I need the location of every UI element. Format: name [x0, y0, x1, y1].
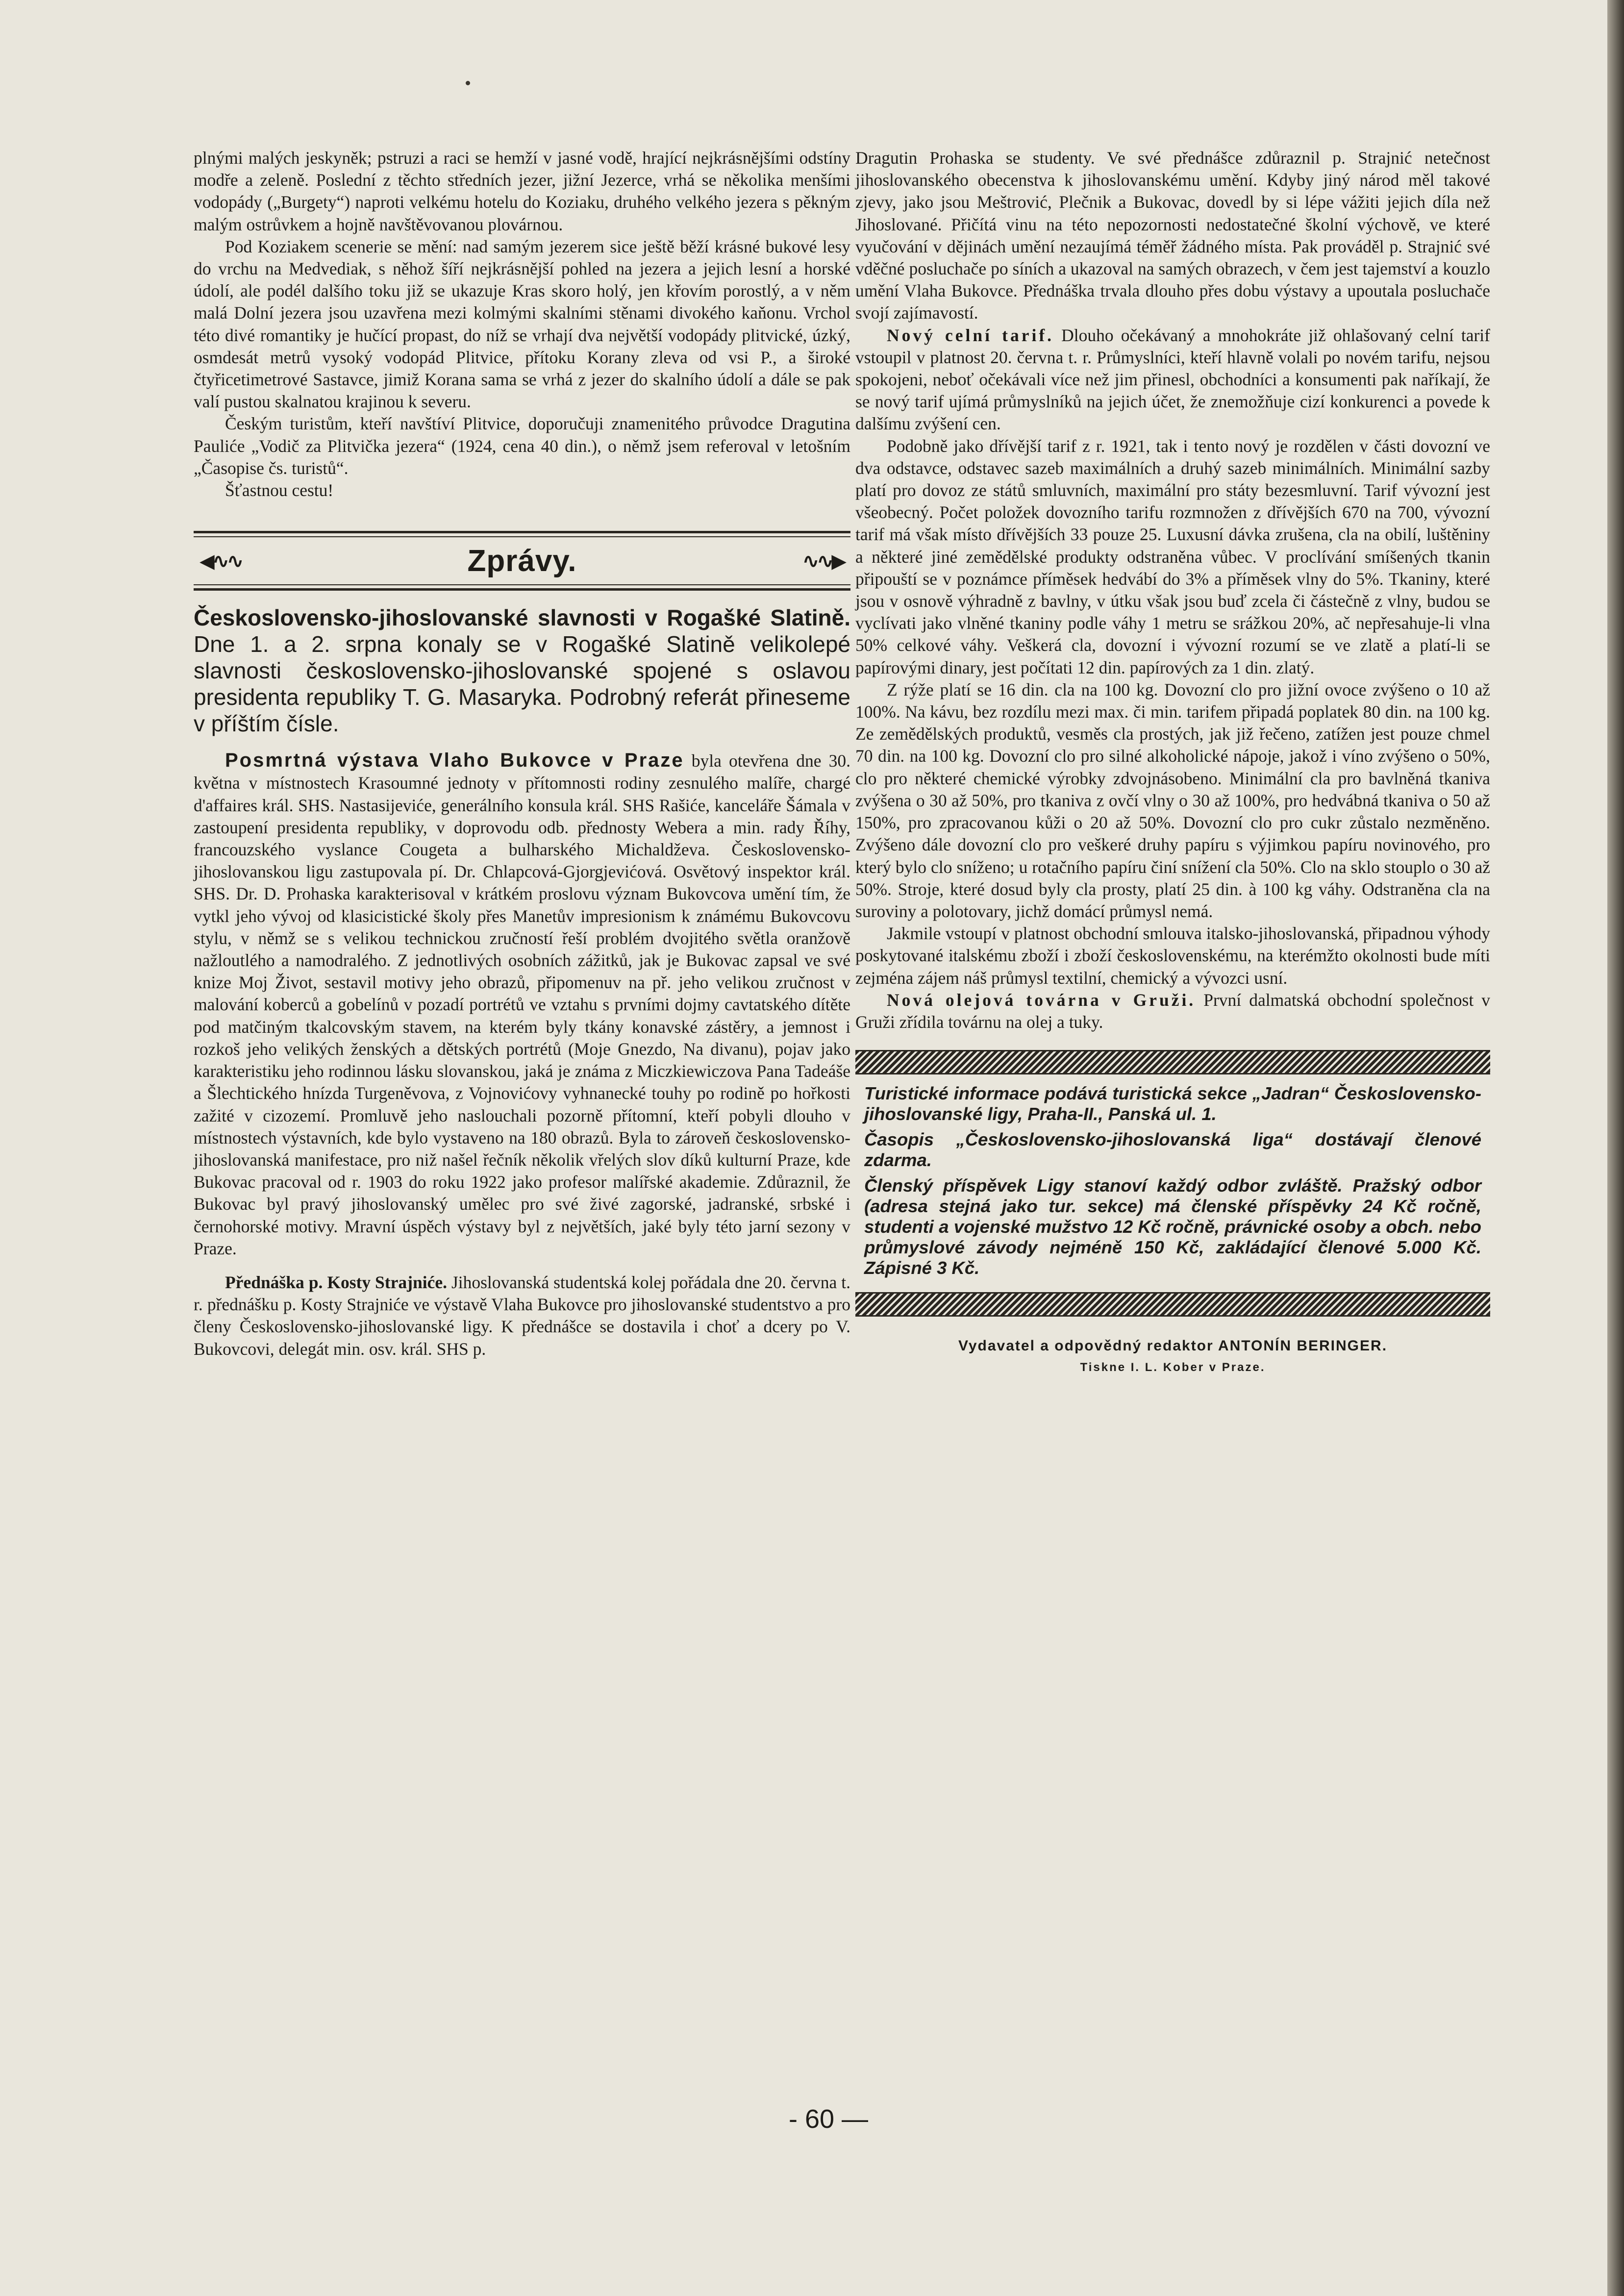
- tarif-paragraph-1: Dlouho očekávaný a mnohokráte již ohlašovaný celní tarif vstoupil v platnost 20. června t. r. Průmyslníci, kteří hlavně volali po novém tarifu, nejsou spokojeni, neboť očekávali více než jim přinesl, obchodníci a konsumenti pak naříkají, že se nový tarif ujímá průmyslníků na jejich účet, že znemožňuje cizí konkurenci a povede k dalšímu zvýšení cen.: [855, 325, 1490, 434]
- olejova-article: [855, 989, 1490, 1033]
- olejova-head: Nová olejová továrna v Gruži.: [887, 990, 1196, 1010]
- prednaska-continued: Dragutin Prohaska se studenty. Ve své přednášce zdůraznil p. Strajnić netečnost jihoslovanského obecenstva k jihoslovanskému umění. Kdyby jiný národ měl takové zjevy, jako jsou Meštrović, Plečnik a Bukovac, dovedl by si lépe vážiti jejich díla než Jihoslované. Přičítá vinu na této nepozornosti nedostatečné školní výchově, ve které vyučování v dějinách umění nezaujímá téměř žádného místa. Pak prováděl p. Strajnić své vděčné posluchače po síních a ukazoval na samých obrazech, v čem jest tajemství a kouzlo umění Vlaha Bukovce. Přednáška trvala dlouho přes dobu výstavy a upoutala posluchače svojí zajímavostí.: [855, 148, 1490, 323]
- prednaska-article: [194, 1272, 850, 1360]
- posmrtna-article: [194, 749, 850, 1260]
- intro-paragraph-2: Pod Koziakem scenerie se mění: nad samým jezerem sice ještě běží krásné bukové lesy do vrchu na Medvediak, s něhož šíří nejkrásnější pohled na jezera a jejich lesní a horské údolí, ale podél dalšího toku již se ukazuje Kras skoro holý, jen křovím porostlý, a v něm malá Dolní jezera jsou uzavřena mezi kolmými skalními stěnami divokého kaňonu. Vrchol této divé romantiky je hučící propast, do níž se vrhají dva největší vodopády plitvické, úzký, osmdesát metrů vysoký vodopád Plitvice, přítoku Korany zleva od vsi P., a široké čtyřicetimetrové Sastavce, jimiž Korana sama se vrhá z jezer do skalního údolí a dále se pak valí pustou skalnatou krajinou k severu.: [194, 236, 850, 412]
- tarif-paragraph-2: Podobně jako dřívější tarif z r. 1921, tak i tento nový je rozdělen v části dovozní ve dva odstavce, odstavec sazeb maximálních a druhý sazeb minimálních. Minimální sazby platí pro dovoz ze států smluvních, maximální pro státy bezesmluvní. Tarif vývozní jest všeobecný. Počet položek dovozního tarifu rozmnožen z dřívějších 670 na 700, vývozní tarif má však místo dřívějších 33 pouze 25. Luxusní dávka zrušena, cla na obilí, luštěniny a některé jiné zemědělské produkty odstraněna vůbec. V proclívání smíšených tkanin připouští se v poznámce příměsek hedvábí do 3% a příměsek vlny do 5%. Tkaniny, které jsou v osnově výhradně z bavlny, v útku však jsou buď zcela či částečně z vlny, budou se vyclívati jako vlněné tkaniny podle váhy 1 metru se srážkou 20%, ač nepřesahuje-li vlna 50% celkové váhy. Veškerá cla, dovozní i vývozní rozumí se ve zlatě a platí-li se papírovými dinary, jest počítati 12 din. papírových za 1 din. zlatý.: [855, 436, 1490, 677]
- left-column: [194, 147, 850, 1360]
- prednaska-body: Jihoslovanská studentská kolej pořádala dne 20. června t. r. přednášku p. Kosty Strajniće ve výstavě Vlaha Bukovce pro jihoslovanské studentstvo a pro členy Československo-jihoslovanské ligy. K přednášce se dostavila i choť a dcery po V. Bukovcovi, delegát min. osv. král. SHS p.: [194, 1272, 851, 1359]
- notice-line-2: Časopis „Československo-jihoslovanská liga“ dostávají členové zdarma.: [864, 1129, 1481, 1171]
- notice-band-top: [855, 1050, 1490, 1074]
- olejova-body: První dalmatská obchodní společnost v Gruži zřídila továrnu na olej a tuky.: [855, 990, 1490, 1032]
- right-ornament-icon: ∿∿▶: [802, 549, 845, 572]
- tarif-paragraph-3: Z rýže platí se 16 din. cla na 100 kg. Dovozní clo pro jižní ovoce zvýšeno o 10 až 100%. Na kávu, bez rozdílu mezi max. či min. tarifem připadá poplatek 80 din. na 100 kg. Ze zemědělských produktů, vesměs cla prostých, jak již řečeno, zatížen jest pouze chmel 70 din. na 100 kg. Dovozní clo pro silné alkoholické nápoje, jakož i víno zvýšeno o 50%, clo pro některé chemické výrobky zdvojnásobeno. Minimální cla pro bavlněná tkaniva zvýšena o 30 až 50%, pro tkaniva z ovčí vlny o 30 až 100%, pro hedvábná tkaniva o 50 až 150%, pro zpracovanou kůži o 20 až 50%. Dovozní clo pro cukr zůstalo nezměněno. Zvýšeno dále dovozní clo pro veškeré druhy papíru s výjimkou papíru novinového, pro který bylo clo sníženo; u rotačního papíru činí snížení cla 50%. Clo na sklo stouplo o 30 až 50%. Stroje, které dosud byly cla prosty, platí 25 din. à 100 kg váhy. Odstraněna cla na suroviny a polotovary, jichž domácí průmysl nemá.: [855, 679, 1490, 921]
- tarif-article: [855, 324, 1490, 435]
- notice-line-1: Turistické informace podává turistická sekce „Jadran“ Československo-jihoslovanské ligy, Praha-II., Panská ul. 1.: [864, 1083, 1481, 1124]
- lead-article-body: Dne 1. a 2. srpna konaly se v Rogašké Slatině velikolepé slavnosti československo-jihoslovanské spojené s oslavou presidenta republiky T. G. Masaryka. Podrobný referát přineseme v příštím čísle.: [194, 631, 850, 737]
- right-column: [855, 147, 1490, 1378]
- intro-paragraph-3: Českým turistům, kteří navštíví Plitvice, doporučuji znamenitého průvodce Dragutina Pauliće „Vodič za Plitvička jezera“ (1924, cena 40 din.), o němž jsem referoval v letošním „Časopise čs. turistů“.: [194, 414, 850, 478]
- tarif-head: Nový celní tarif.: [887, 325, 1054, 345]
- lead-article: [194, 604, 850, 737]
- tarif-paragraph-4: Jakmile vstoupí v platnost obchodní smlouva italsko-jihoslovanská, připadnou výhody poskytované italskému zboží i zboží československému, na kterémžto okolnosti bude míti zejména zájem náš průmysl textilní, chemický a vývozci usní.: [855, 923, 1490, 988]
- posmrtna-body: byla otevřena dne 30. května v místnostech Krasoumné jednoty v přítomnosti rodiny zesnulého malíře, chargé d'affaires král. SHS. Nastasijeviće, generálního konsula král. SHS Rašiće, kanceláře Šámala v zastoupení presidenta republiky, v doprovodu odb. přednosty Webera a min. rady Říhy, francouzského vyslance Cougeta a bulharského Michaldževa. Československo-jihoslovanskou ligu zastupovala pí. Dr. Chlapcová-Gjorgjevićová. Osvětový inspektor král. SHS. Dr. D. Prohaska karakterisoval v krátkém proslovu význam Bukovcova umění tím, že vytkl jeho vývoj od klasicistické školy přes Manetův impresionism k známému Bukovcovu stylu, v němž se s velikou technickou zručností řeší problém dvojitého světla oranžově nažloutlého a namodralého. Z jednotlivých osobních zážitků, jak je Bukovac zapsal ve své knize Moj Život, sestavil motivy jeho obrazů, připomenuv na př. jeho velikou zručnost v malování koberců a gobelínů v pozadí portrétů ve vztahu s prvními dojmy cavtatského dítěte pod matčiným tkalcovským stavem, na kterém byly tkány konavské zástěry, a jemnost i rozkoš jeho velikých ženských a dětských portrétů (Moje Gnezdo, Na divanu), pojav jako karakteristiku jeho rodinnou lásku slovanskou, jaká je známa z Miczkiewiczova Pana Tadeáše a Šlechtického hnízda Turgeněvova, z Vojnovićovy vyhnanecké touhy po rodině po hořkosti zažité v cizozemí. Promluvě jeho naslouchali pozorně přítomní, kteří pobyli dlouho v místnostech výstavních, kde bylo vystaveno na 180 obrazů. Byla to zároveň československo-jihoslovanská manifestace, pro niž našel řečník několik vřelých slov díků kulturní Praze, kde Bukovac pracoval od r. 1903 do roku 1922 jako profesor malířské akademie. Zdůraznil, že Bukovac byl pravý jihoslovanský umělec pro své živé zagorské, jadranské, srbské i černohorské motivy. Mravní úspěch výstavy byl z největších, jaké byly této jarní sezony v Praze.: [194, 751, 850, 1258]
- notice-box: [855, 1074, 1490, 1292]
- notice-band-bottom: [855, 1292, 1490, 1317]
- prednaska-head: Přednáška p. Kosty Strajniće.: [225, 1272, 447, 1292]
- print-speck: [466, 81, 470, 85]
- lead-article-head: Československo-jihoslovanské slavnosti v Rogašké Slatině.: [194, 605, 850, 631]
- intro-paragraph-4: Šťastnou cestu!: [225, 480, 334, 500]
- section-header: [194, 537, 850, 584]
- notice-line-3: Členský příspěvek Ligy stanoví každý odbor zvláště. Pražský odbor (adresa stejná jako tur. sekce) má členské příspěvky 24 Kč ročně, studenti a vojenské mužstvo 12 Kč ročně, právnické osoby a obch. nebo průmyslové závody nejméně 150 Kč, zakládající členové 5.000 Kč. Zápisné 3 Kč.: [864, 1175, 1481, 1278]
- section-rule-bottom: [194, 588, 850, 591]
- imprint-publisher: Vydavatel a odpovědný redaktor ANTONÍN BERINGER.: [958, 1338, 1388, 1354]
- binding-edge: [1607, 0, 1624, 2296]
- posmrtna-head: Posmrtná výstava Vlaho Bukovce v Praze: [225, 749, 684, 772]
- page-number: - 60 —: [788, 2104, 869, 2134]
- left-ornament-icon: ◀∿∿: [200, 549, 242, 572]
- intro-paragraph-1: plnými malých jeskyněk; pstruzi a raci se hemží v jasné vodě, hrající nejkrásnějšími odstíny modře a zeleně. Poslední z těchto středních jezer, jižní Jezerce, vrhá se několika menšími vodopády („Burgety“) naproti velkému hotelu do Koziaku, druhého velkého jezera s pěkným malým ostrůvkem a hojně navštěvovanou plovárnou.: [194, 148, 850, 234]
- section-title: Zprávy.: [467, 544, 577, 578]
- imprint: [855, 1335, 1490, 1378]
- imprint-printer: Tiskne I. L. Kober v Praze.: [1080, 1361, 1266, 1374]
